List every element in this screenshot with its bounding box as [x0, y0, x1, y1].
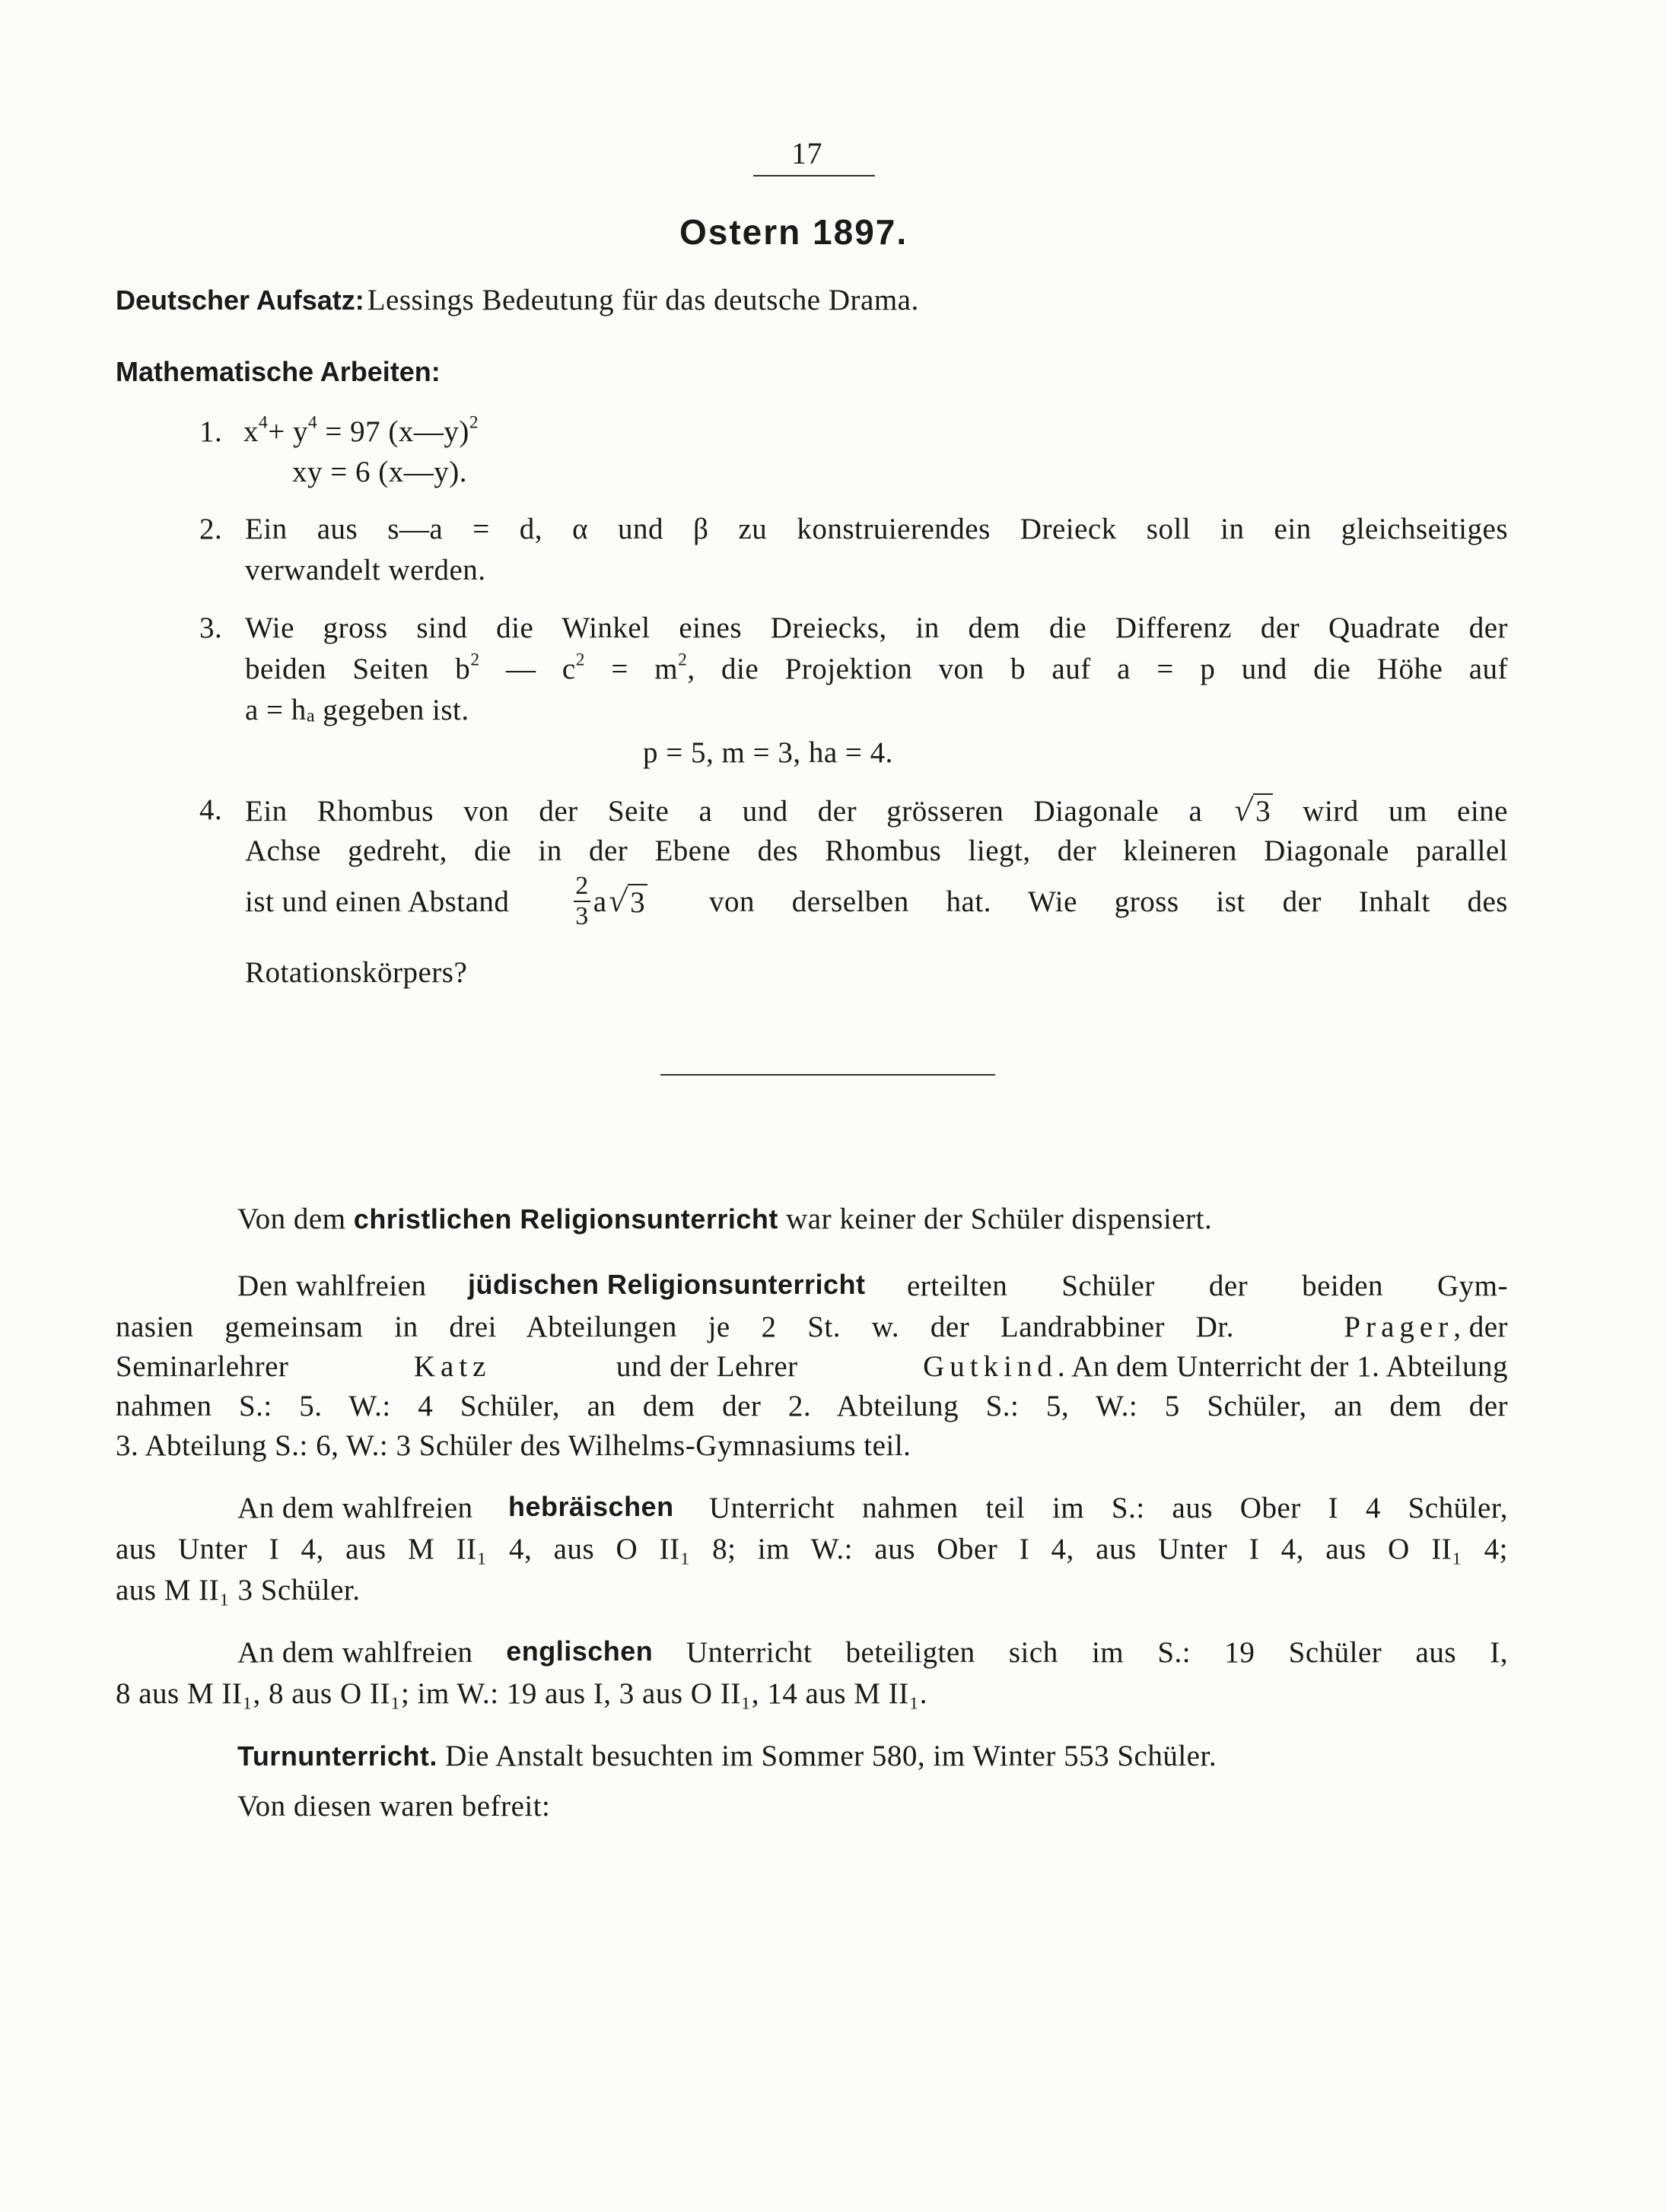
- item3-b: beiden Seiten b: [245, 653, 471, 685]
- juedisch-l3a: Seminarlehrer: [116, 1350, 289, 1383]
- eq1-plus-y: + y: [268, 415, 308, 448]
- turnen-text: Die Anstalt besuchten im Sommer 580, im Winter 553 Schüler.: [445, 1740, 1217, 1772]
- englisch-pre: An dem wahlfreien: [237, 1636, 473, 1669]
- item4-von: von derselben hat. Wie gross ist der Inhalt des: [708, 885, 1508, 918]
- turnen-line1: [237, 1739, 1217, 1773]
- math-item-3-line2: [245, 652, 1508, 686]
- eq1-rest: = 97 (x—y): [317, 415, 469, 448]
- sqrt-arg-2: 3: [628, 884, 647, 920]
- name-gutkind: Gutkind: [923, 1350, 1058, 1383]
- hebraeisch-line3: aus M II₁ 3 Schüler.: [116, 1574, 361, 1607]
- juedisch-l3c: . An dem Unterricht der 1. Abteilung: [1057, 1350, 1508, 1383]
- frac-num: 2: [574, 873, 590, 902]
- eq1-exp-x: 4: [259, 412, 269, 433]
- item3-given: gegeben ist.: [315, 694, 469, 726]
- frac-den: 3: [575, 902, 589, 930]
- juedisch-l2-name: [1344, 1310, 1508, 1344]
- item4-formula: [571, 873, 647, 930]
- name-katz: Katz: [413, 1350, 492, 1383]
- item4-a: a: [593, 885, 607, 918]
- christlich-line: [237, 1202, 1212, 1236]
- item4-intro: Ein Rhombus von der Seite a und der grösseren Diagonale a: [245, 795, 1203, 828]
- juedisch-l3b: und der Lehrer: [616, 1350, 798, 1383]
- englisch-post: Unterricht beteiligten sich im S.: 19 Schüler aus I,: [686, 1636, 1508, 1669]
- math-item-2-line2: verwandelt werden.: [245, 554, 486, 586]
- item3-a-sub: a: [306, 705, 316, 726]
- juedisch-post: erteilten Schüler der beiden Gym-: [907, 1270, 1508, 1302]
- page-heading: Ostern 1897.: [679, 212, 908, 252]
- eq1-exp-sq: 2: [469, 412, 479, 433]
- juedisch-line1: [237, 1269, 1508, 1303]
- math-item-2-number: 2.: [199, 513, 223, 545]
- math-item-4-line2: Achse gedreht, die in der Ebene des Rhombus liegt, der kleineren Diagonale parallel: [245, 834, 1508, 867]
- hebraeisch-post: Unterricht nahmen teil im S.: aus Ober I 4 Schüler,: [709, 1492, 1508, 1524]
- aufsatz-label: Deutscher Aufsatz:: [116, 284, 364, 316]
- juedisch-line2: [116, 1310, 1508, 1344]
- turnen-bold: Turnunterricht.: [237, 1740, 437, 1772]
- item4-abstand: ist und einen Abstand: [245, 885, 510, 918]
- juedisch-pre: Den wahlfreien: [237, 1270, 427, 1302]
- eq1-exp-y: 4: [307, 412, 318, 433]
- christlich-pre: Von dem: [237, 1203, 346, 1235]
- item3-sq-c: 2: [575, 650, 585, 670]
- hebraeisch-line1: [237, 1491, 1508, 1525]
- math-item-1-number: 1.: [199, 415, 223, 448]
- aufsatz-line: [116, 283, 919, 317]
- item3-a-eq: a = h: [245, 694, 307, 726]
- item3-rest: , die Projektion von b auf a = p und die Höhe auf: [687, 653, 1508, 685]
- juedisch-l2a: nasien gemeinsam in drei Abteilungen je 2 St. w. der Landrabbiner Dr.: [116, 1311, 1234, 1343]
- hebraeisch-bold: hebräischen: [507, 1491, 674, 1522]
- math-label: Mathematische Arbeiten:: [116, 356, 441, 387]
- math-item-3-line1: Wie gross sind die Winkel eines Dreiecks, in dem die Differenz der Quadrate der: [245, 612, 1508, 644]
- sqrt-sign-2: √: [606, 884, 629, 919]
- page-number: 17: [791, 136, 822, 170]
- item4-rest: wird um eine: [1303, 795, 1508, 828]
- juedisch-l3-name: [923, 1349, 1508, 1384]
- sqrt-arg-1: 3: [1253, 793, 1273, 828]
- juedisch-line3: [116, 1349, 1508, 1384]
- math-item-4-number: 4.: [199, 793, 223, 826]
- item3-sq-b: 2: [470, 650, 480, 670]
- math-item-2-line1: Ein aus s—a = d, α und β zu konstruierendes Dreieck soll in ein gleichseitiges: [245, 513, 1508, 545]
- aufsatz-text: Lessings Bedeutung für das deutsche Drama.: [367, 284, 919, 316]
- item3-m: = m: [584, 653, 679, 685]
- math-item-4-line3: [245, 873, 1508, 930]
- turnen-line2: Von diesen waren befreit:: [237, 1790, 551, 1823]
- christlich-post: war keiner der Schüler dispensiert.: [786, 1203, 1213, 1235]
- juedisch-bold: jüdischen Religionsunterricht: [467, 1269, 866, 1300]
- math-item-1-eq2: xy = 6 (x—y).: [292, 456, 467, 488]
- englisch-bold: englischen: [506, 1635, 654, 1667]
- math-item-1-eq1: [243, 412, 479, 449]
- math-item-3-number: 3.: [199, 612, 223, 644]
- page-number-rule: [753, 175, 875, 176]
- juedisch-l2b: , der: [1453, 1311, 1508, 1343]
- sqrt-sign-1: √: [1231, 793, 1255, 828]
- math-item-4-line4: Rotationskörpers?: [245, 956, 468, 989]
- juedisch-line5: 3. Abteilung S.: 6, W.: 3 Schüler des Wilhelms-Gymnasiums teil.: [116, 1429, 911, 1462]
- fraction: [574, 873, 590, 930]
- math-item-3-line3: [245, 693, 469, 727]
- math-item-3-values: p = 5, m = 3, ha = 4.: [643, 736, 893, 769]
- section-separator: [660, 1074, 995, 1076]
- englisch-line1: [237, 1635, 1508, 1670]
- juedisch-line4: nahmen S.: 5. W.: 4 Schüler, an dem der 2. Abteilung S.: 5, W.: 5 Schüler, an dem der: [116, 1390, 1508, 1422]
- item4-sqrt: [1233, 795, 1274, 828]
- item3-c: — c: [479, 653, 576, 685]
- christlich-bold: christlichen Religionsunterricht: [353, 1203, 778, 1235]
- englisch-line2: 8 aus M II₁, 8 aus O II₁; im W.: 19 aus I, 3 aus O II₁, 14 aus M II₁.: [116, 1677, 928, 1710]
- hebraeisch-line2: aus Unter I 4, aus M II₁ 4, aus O II₁ 8; im W.: aus Ober I 4, aus Unter I 4, aus O II₁ 4;: [116, 1533, 1508, 1565]
- item3-sq-m: 2: [678, 650, 688, 670]
- name-prager: Prager: [1344, 1311, 1454, 1343]
- eq1-x: x: [243, 415, 259, 448]
- math-item-4-line1: [245, 793, 1508, 829]
- hebraeisch-pre: An dem wahlfreien: [237, 1492, 473, 1524]
